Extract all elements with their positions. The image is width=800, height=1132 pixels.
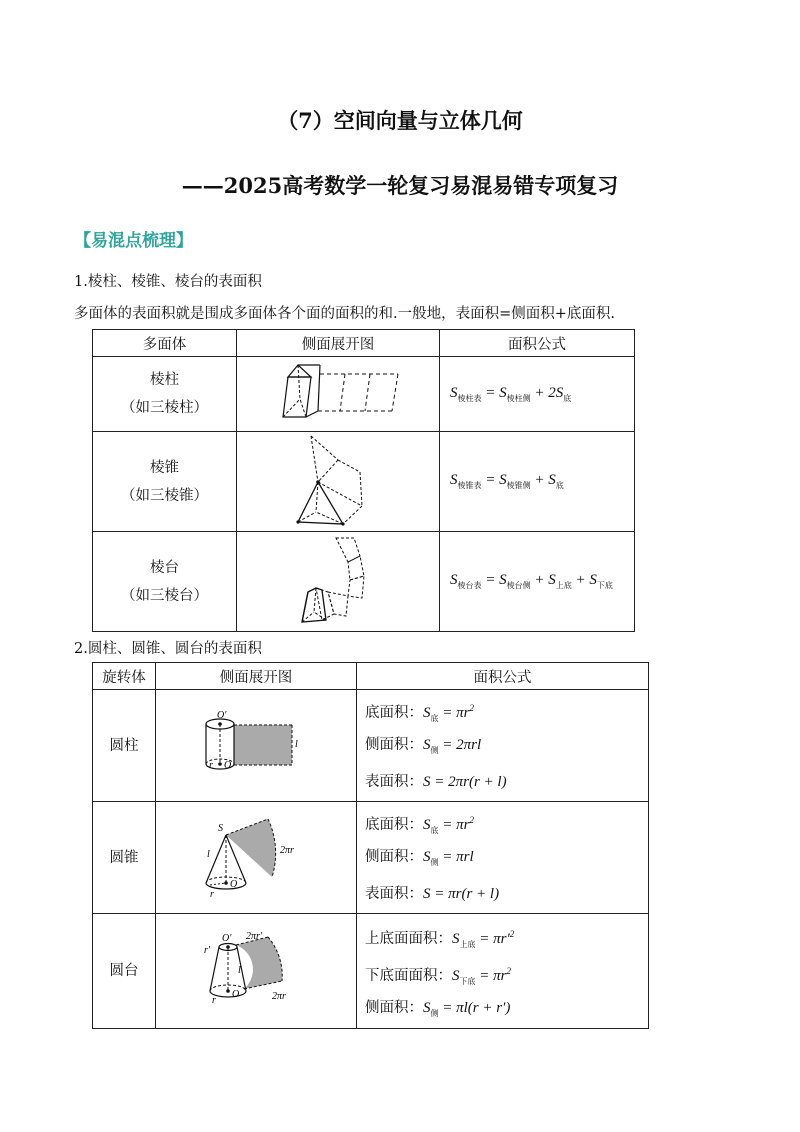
solid-name-cell: [93, 532, 237, 632]
prism-area-formula: $S_{棱柱表} = S_{棱柱侧} + 2S_底$: [440, 357, 635, 432]
column-header: 旋转体: [93, 663, 156, 690]
formula-line: 底面积：$S_底 = \pi r^2$: [365, 815, 474, 835]
cyl-bottom-label: O: [224, 759, 232, 771]
solid-name: 圆柱: [93, 690, 156, 802]
frus-top-label: O′: [222, 933, 232, 944]
solid-name: 棱柱: [150, 372, 179, 388]
prism-net-diagram: [268, 359, 408, 429]
table-row: [93, 690, 649, 802]
column-header: 面积公式: [440, 330, 635, 357]
column-header: 侧面展开图: [156, 663, 357, 690]
net-diagram-cell: [237, 357, 440, 432]
net-diagram-cell: [156, 690, 357, 802]
frus-arc-bottom-label: 2πr: [272, 991, 286, 1002]
section-heading: 【易混点梳理】: [74, 231, 193, 251]
table-row: [93, 914, 649, 1029]
formula-line: 表面积：S = 2πr(r + l): [365, 774, 507, 790]
formula-line: 底面积：$S_底 = \pi r^2$: [365, 703, 474, 723]
cone-apex-label: S: [218, 822, 223, 834]
frustum-cone-net-diagram: [196, 931, 316, 1011]
table-row: [93, 432, 635, 532]
solid-example: （如三棱台）: [121, 587, 208, 604]
cyl-top-label: O′: [217, 710, 227, 721]
solid-name: 圆台: [93, 914, 156, 1029]
polyhedra-table: [92, 329, 635, 632]
solid-name-cell: [93, 357, 237, 432]
cyl-l-label: l: [295, 738, 298, 750]
formula-line: 表面积：S = πr(r + l): [365, 886, 500, 902]
solid-name: 棱锥: [150, 459, 179, 476]
frustum-formulas-cell: [357, 914, 649, 1029]
table-row: [93, 357, 635, 432]
formula-line: 下底面面积：$S_{下底} = \pi r^2$: [365, 965, 511, 986]
frus-l-label: l: [238, 965, 241, 976]
frus-arc-top-label: 2πr′: [246, 931, 263, 942]
cone-l-label: l: [207, 848, 210, 860]
solid-example: （如三棱柱）: [121, 400, 208, 416]
column-header: 多面体: [93, 330, 237, 357]
solid-example: （如三棱锥）: [121, 487, 208, 504]
cone-arc-label: 2πr: [280, 844, 294, 856]
cylinder-formulas-cell: [357, 690, 649, 802]
cone-formulas-cell: [357, 802, 649, 914]
frus-r-label: r: [212, 995, 216, 1006]
frustum-net-diagram: [278, 534, 398, 630]
net-diagram-cell: [237, 532, 440, 632]
column-header: 侧面展开图: [237, 330, 440, 357]
net-diagram-cell: [156, 914, 357, 1029]
cone-net-diagram: [196, 815, 316, 901]
document-title: （7）空间向量与立体几何: [277, 108, 523, 133]
solid-name: 圆锥: [93, 802, 156, 914]
cylinder-net-diagram: [196, 711, 316, 781]
cyl-r-label: r: [209, 759, 213, 771]
solid-name: 棱台: [150, 559, 179, 576]
frustum-area-formula: $S_{棱台表} = S_{棱台侧} + S_{上底} + S_{下底}$: [440, 532, 635, 632]
column-header: 面积公式: [357, 663, 649, 690]
formula-line: 侧面积：$S_侧 = \pi l(r + r')$: [365, 999, 511, 1018]
document-subtitle: ——2025高考数学一轮复习易混易错专项复习: [181, 173, 619, 198]
table-row: [93, 532, 635, 632]
part1-heading: 1.棱柱、棱锥、棱台的表面积: [74, 274, 262, 290]
table-row: [93, 802, 649, 914]
frus-center-label: O: [232, 989, 240, 1000]
solid-name-cell: [93, 432, 237, 532]
formula-line: 侧面积：$S_侧 = \pi rl$: [365, 849, 474, 867]
revolution-solids-table: [92, 662, 649, 1029]
pyramid-area-formula: $S_{棱锥表} = S_{棱锥侧} + S_底$: [440, 432, 635, 532]
table-header-row: [93, 663, 649, 690]
frus-rp-label: r′: [204, 945, 211, 956]
formula-line: 上底面面积：$S_{上底} = \pi r'^2$: [365, 928, 515, 949]
formula-line: 侧面积：$S_侧 = 2\pi rl$: [365, 737, 482, 755]
net-diagram-cell: [237, 432, 440, 532]
cone-r-label: r: [210, 888, 214, 900]
part1-intro: 多面体的表面积就是围成多面体各个面的面积的和.一般地，表面积=侧面积+底面积.: [74, 306, 616, 322]
table-header-row: [93, 330, 635, 357]
part2-heading: 2.圆柱、圆锥、圆台的表面积: [74, 641, 262, 657]
net-diagram-cell: [156, 802, 357, 914]
pyramid-net-diagram: [278, 434, 398, 530]
cone-center-label: O: [230, 878, 238, 890]
